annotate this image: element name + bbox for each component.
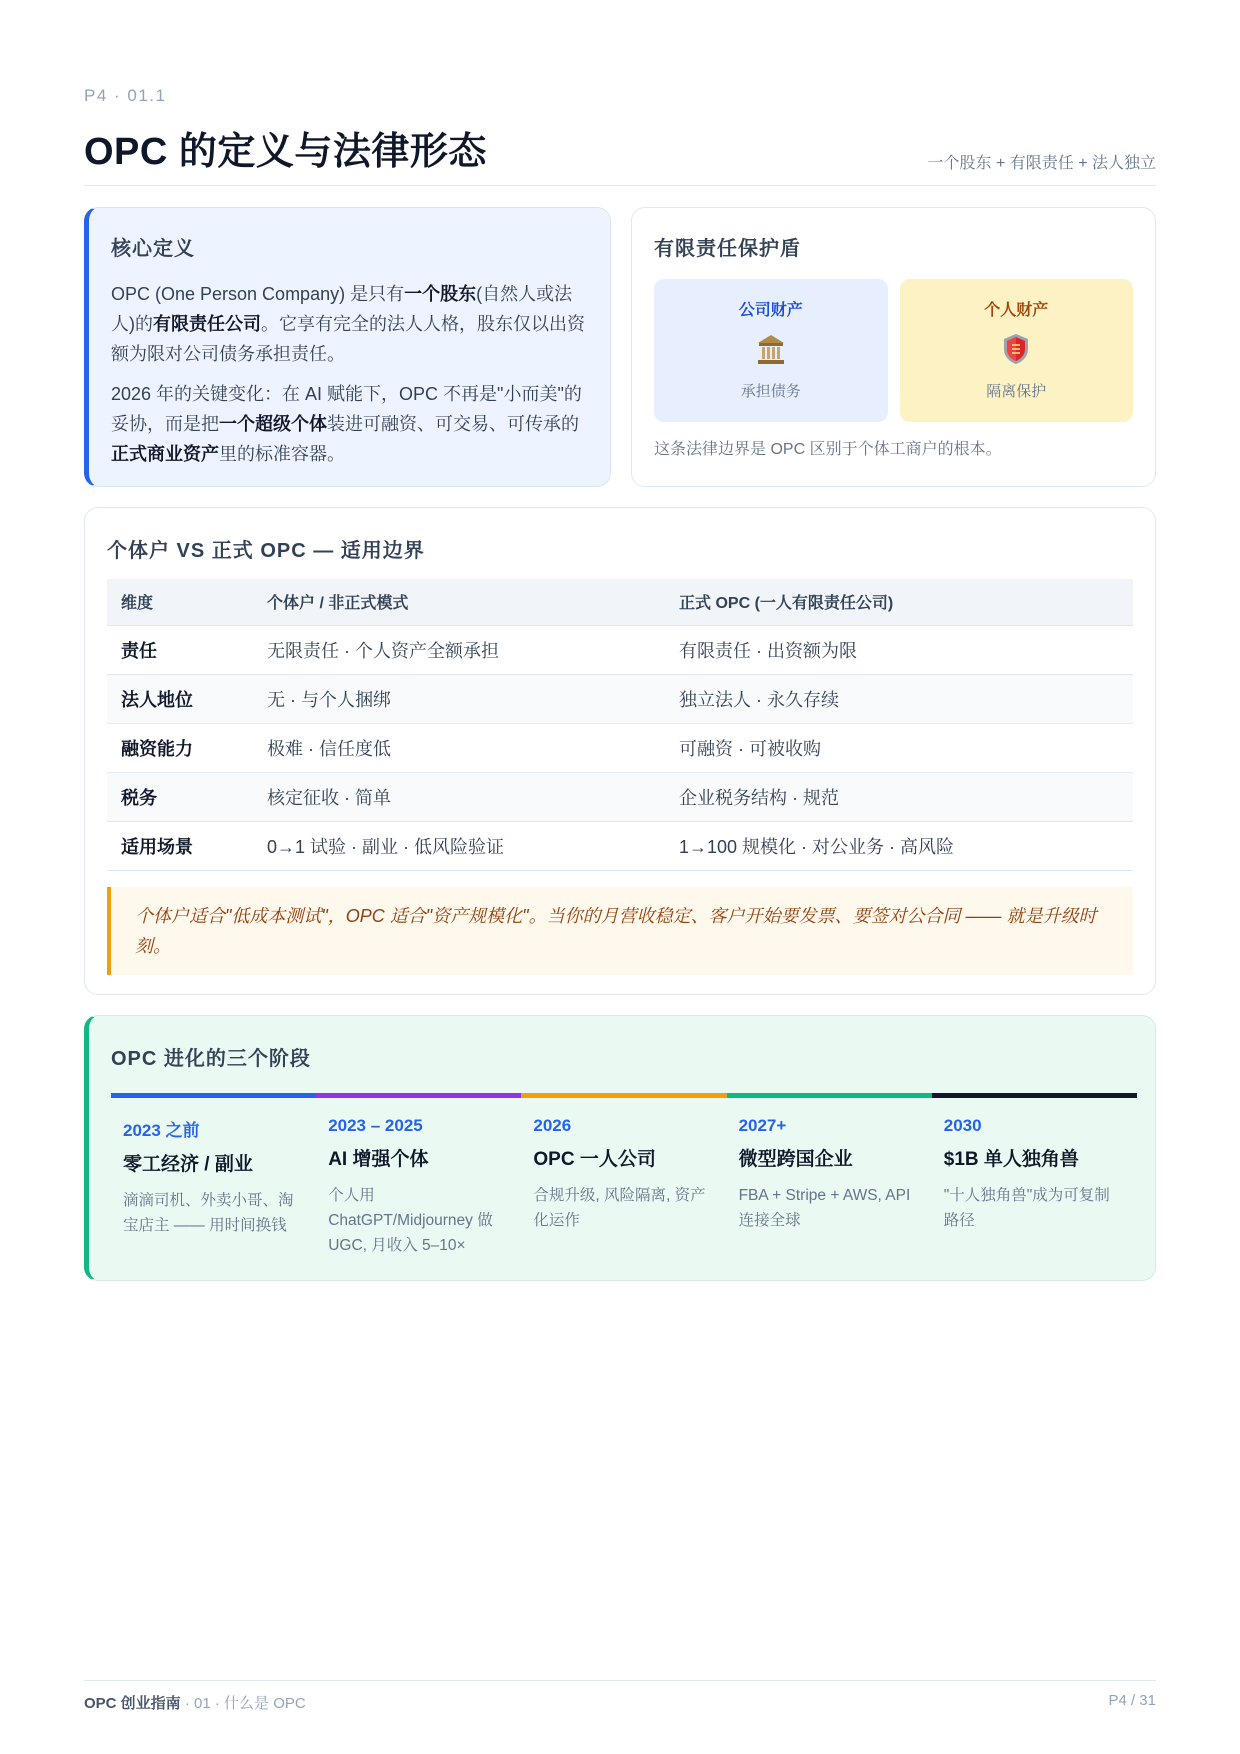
core-definition-title: 核心定义 bbox=[111, 238, 195, 260]
stage-color-bar bbox=[111, 1093, 316, 1098]
core-definition-paragraph-1 bbox=[111, 279, 588, 369]
row-opc-value: 独立法人 · 永久存续 bbox=[665, 674, 1133, 723]
shield-icon bbox=[1001, 332, 1031, 366]
liability-shield-title: 有限责任保护盾 bbox=[654, 238, 801, 260]
company-assets-caption: 承担债务 bbox=[740, 383, 801, 400]
body-text: (自然人或法人)的 bbox=[111, 284, 573, 334]
stage-description: FBA + Stripe + AWS, API 连接全球 bbox=[738, 1187, 911, 1229]
liability-shield-card bbox=[631, 207, 1156, 487]
stage-item bbox=[727, 1093, 932, 1258]
table-header-row bbox=[107, 579, 1133, 625]
table-row bbox=[107, 723, 1133, 772]
stage-name: 微型跨国企业 bbox=[738, 1149, 853, 1170]
row-informal-value: 极难 · 信任度低 bbox=[253, 723, 665, 772]
page-tagline: 一个股东 + 有限责任 + 法人独立 bbox=[927, 155, 1156, 172]
table-header-cell: 正式 OPC (一人有限责任公司) bbox=[665, 579, 1133, 625]
row-informal-value: 无限责任 · 个人资产全额承担 bbox=[253, 625, 665, 674]
footer-brand: OPC 创业指南 bbox=[84, 1695, 181, 1712]
body-text: OPC (One Person Company) 是只有 bbox=[111, 284, 405, 304]
emphasis-text: 一个股东 bbox=[404, 284, 477, 304]
stage-color-bar bbox=[316, 1093, 521, 1098]
stage-color-bar bbox=[727, 1093, 932, 1098]
row-dimension: 融资能力 bbox=[107, 723, 253, 772]
personal-assets-label: 个人财产 bbox=[984, 302, 1049, 319]
evolution-stages-card bbox=[84, 1015, 1156, 1281]
comparison-title: 个体户 VS 正式 OPC — 适用边界 bbox=[107, 540, 425, 562]
stage-item bbox=[932, 1093, 1137, 1258]
stage-name: AI 增强个体 bbox=[328, 1149, 429, 1170]
row-dimension: 适用场景 bbox=[107, 821, 253, 870]
body-text: 2026 年的关键变化：在 AI 赋能下，OPC 不再是"小而美"的妥协，而是把 bbox=[111, 384, 582, 434]
body-text: 。它享有完全的法人人格，股东仅以出资额为限对公司债务承担责任。 bbox=[111, 314, 585, 364]
page-number: P4 / 31 bbox=[1108, 1692, 1156, 1709]
header-divider bbox=[84, 185, 1156, 186]
table-header-cell: 个体户 / 非正式模式 bbox=[253, 579, 665, 625]
table-row bbox=[107, 821, 1133, 870]
table-row bbox=[107, 625, 1133, 674]
stage-year: 2030 bbox=[943, 1116, 982, 1135]
core-definition-paragraph-2 bbox=[111, 379, 588, 469]
upgrade-callout: 个体户适合"低成本测试"，OPC 适合"资产规模化"。当你的月营收稳定、客户开始要发票、要签对公合同 —— 就是升级时刻。 bbox=[107, 887, 1133, 975]
row-dimension: 责任 bbox=[107, 625, 253, 674]
stage-year: 2023 之前 bbox=[123, 1121, 200, 1140]
body-text: 装进可融资、可交易、可传承的 bbox=[327, 414, 579, 434]
row-informal-value: 核定征收 · 简单 bbox=[253, 772, 665, 821]
stage-color-bar bbox=[521, 1093, 726, 1098]
evolution-stages-title: OPC 进化的三个阶段 bbox=[111, 1048, 311, 1070]
core-definition-card bbox=[84, 207, 611, 487]
emphasis-text: 一个超级个体 bbox=[219, 414, 327, 434]
stage-description: 合规升级, 风险隔离, 资产化运作 bbox=[533, 1187, 706, 1229]
company-assets-box bbox=[654, 279, 888, 422]
bank-icon bbox=[756, 332, 786, 366]
comparison-table bbox=[107, 579, 1133, 871]
row-informal-value: 无 · 与个人捆绑 bbox=[253, 674, 665, 723]
stage-description: 个人用 ChatGPT/Midjourney 做 UGC, 月收入 5–10× bbox=[328, 1187, 493, 1254]
stage-item bbox=[316, 1093, 521, 1258]
emphasis-text: 有限责任公司 bbox=[153, 314, 261, 334]
page-title: OPC 的定义与法律形态 bbox=[84, 131, 487, 173]
company-assets-label: 公司财产 bbox=[738, 302, 803, 319]
body-text: 里的标准容器。 bbox=[219, 444, 345, 464]
footer-section: · 01 · 什么是 OPC bbox=[180, 1695, 306, 1712]
row-opc-value: 有限责任 · 出资额为限 bbox=[665, 625, 1133, 674]
stage-name: $1B 单人独角兽 bbox=[943, 1149, 1079, 1170]
stage-year: 2026 bbox=[533, 1116, 572, 1135]
emphasis-text: 正式商业资产 bbox=[111, 444, 219, 464]
stage-name: OPC 一人公司 bbox=[533, 1149, 656, 1170]
stage-item bbox=[111, 1093, 316, 1258]
row-dimension: 法人地位 bbox=[107, 674, 253, 723]
row-opc-value: 1→100 规模化 · 对公业务 · 高风险 bbox=[665, 821, 1133, 870]
stage-color-bar bbox=[932, 1093, 1137, 1098]
section-crumb: P4 · 01.1 bbox=[84, 86, 167, 105]
stage-item bbox=[521, 1093, 726, 1258]
personal-assets-box bbox=[900, 279, 1134, 422]
row-opc-value: 企业税务结构 · 规范 bbox=[665, 772, 1133, 821]
table-header-cell: 维度 bbox=[107, 579, 253, 625]
stage-description: 滴滴司机、外卖小哥、淘宝店主 —— 用时间换钱 bbox=[123, 1192, 294, 1234]
table-row bbox=[107, 772, 1133, 821]
footer-divider bbox=[84, 1680, 1156, 1681]
personal-assets-caption: 隔离保护 bbox=[986, 383, 1047, 400]
row-opc-value: 可融资 · 可被收购 bbox=[665, 723, 1133, 772]
table-row bbox=[107, 674, 1133, 723]
comparison-card bbox=[84, 507, 1156, 995]
row-dimension: 税务 bbox=[107, 772, 253, 821]
row-informal-value: 0→1 试验 · 副业 · 低风险验证 bbox=[253, 821, 665, 870]
stage-name: 零工经济 / 副业 bbox=[123, 1154, 253, 1175]
footer-breadcrumb bbox=[84, 1692, 306, 1713]
stage-description: "十人独角兽"成为可复制路径 bbox=[943, 1187, 1110, 1229]
liability-note: 这条法律边界是 OPC 区别于个体工商户的根本。 bbox=[654, 441, 1002, 458]
stage-year: 2023 – 2025 bbox=[328, 1116, 423, 1135]
stage-year: 2027+ bbox=[738, 1116, 787, 1135]
stage-timeline bbox=[111, 1093, 1137, 1258]
